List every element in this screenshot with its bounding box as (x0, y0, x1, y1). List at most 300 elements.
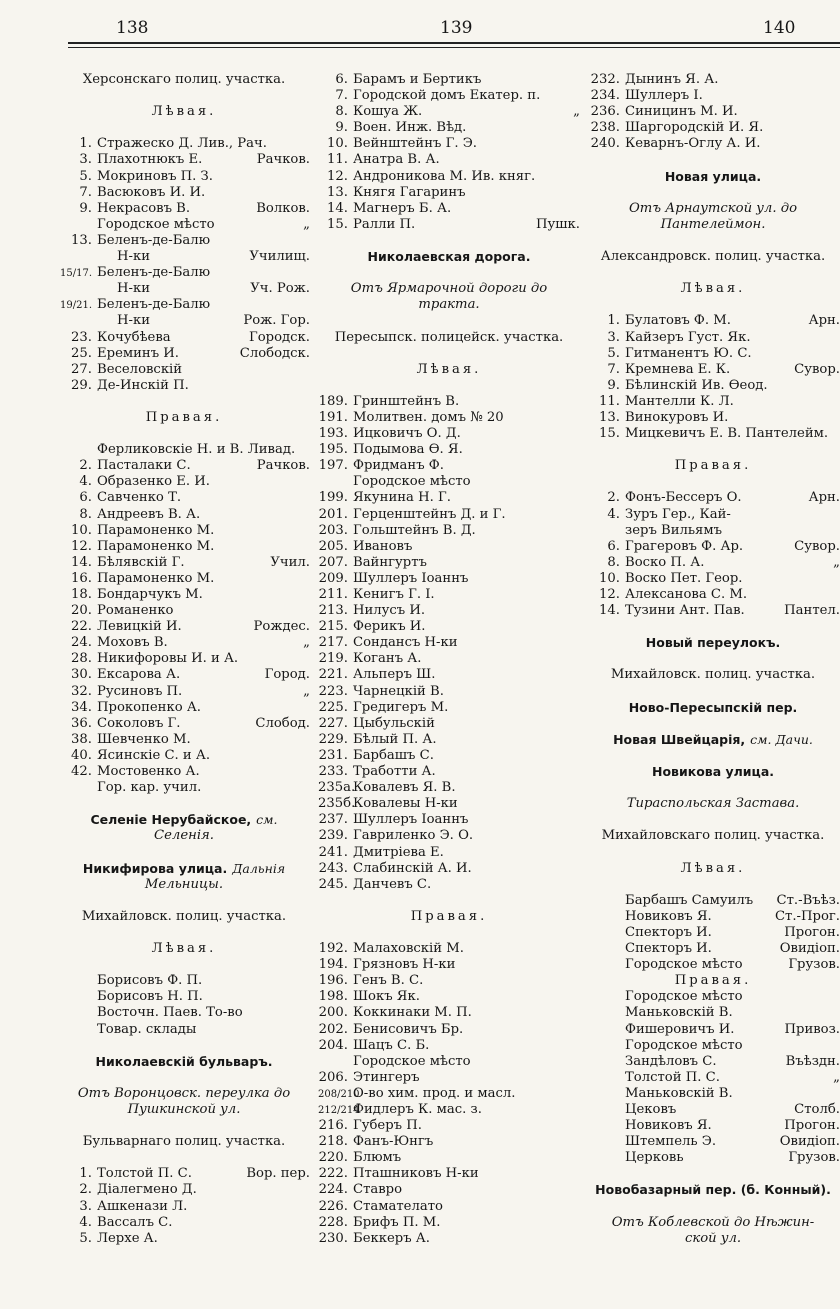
resident-name: Данчевъ С. (353, 876, 432, 892)
resident-name: Ясинскіе С. и А. (97, 747, 211, 763)
house-number: 16. (71, 570, 92, 586)
cross-street-note: Училищ. (249, 249, 310, 265)
directory-entry (318, 442, 580, 458)
directory-entry (318, 1086, 580, 1102)
house-number: 225. (318, 699, 348, 715)
resident-name: Фишеровичъ И. (625, 1021, 735, 1037)
line-text: Тираспольская Застава. (626, 796, 800, 812)
resident-name: Борисовъ Ф. П. (97, 973, 203, 989)
resident-name: Городское мѣсто (625, 957, 743, 973)
directory-entry (58, 619, 310, 635)
house-number: 235б. (318, 796, 356, 812)
cross-street-note: Привоз. (784, 1021, 840, 1037)
resident-name: Русиновъ П. (97, 683, 183, 699)
police-district (58, 1134, 310, 1150)
side-heading (318, 362, 580, 378)
resident-name: Пасталаки С. (97, 458, 191, 474)
spacer (586, 812, 840, 828)
side-heading (318, 909, 580, 925)
house-number: 222. (318, 1166, 348, 1182)
street-route (586, 1215, 840, 1231)
line-text: Отъ Арнаутской ул. до (628, 200, 798, 216)
directory-entry (586, 555, 840, 571)
house-number: 2. (79, 1182, 92, 1198)
directory-entry (586, 1005, 840, 1021)
cross-street-note: Волков. (256, 200, 310, 216)
spacer (586, 297, 840, 313)
house-number: 8. (79, 506, 92, 522)
street-heading (318, 249, 580, 265)
spacer (586, 845, 840, 861)
street-route (586, 201, 840, 217)
house-number: 199. (318, 490, 348, 506)
spacer (586, 152, 840, 168)
page-number-center: 139 (440, 18, 473, 38)
line-text: ской ул. (684, 1230, 742, 1246)
resident-name: Коганъ А. (353, 651, 422, 667)
resident-name: Мокриновъ П. З. (97, 168, 213, 184)
spacer (586, 877, 840, 893)
spacer (586, 474, 840, 490)
resident-name: Бѣлявскій Г. (97, 554, 185, 570)
house-number: 240. (590, 136, 620, 152)
line-text: Правая. (674, 973, 752, 989)
directory-entry (586, 410, 840, 426)
resident-name: Ереминъ И. (97, 345, 179, 361)
resident-name: Н-ки (117, 313, 150, 329)
resident-name: Товар. склады (97, 1021, 197, 1037)
line-text: Правая. (674, 458, 752, 474)
cross-reference: см. (256, 812, 278, 828)
directory-entry (318, 104, 580, 120)
house-number: 202. (318, 1021, 348, 1037)
house-number: 3. (79, 152, 92, 168)
resident-name: Васюковъ И. И. (97, 184, 206, 200)
house-number: 5. (79, 168, 92, 184)
house-number: 228. (318, 1214, 348, 1230)
spacer (318, 265, 580, 281)
house-number: 243. (318, 860, 348, 876)
directory-entry (318, 120, 580, 136)
line-text: Новый переулокъ. (645, 635, 781, 651)
house-number: 245. (318, 876, 348, 892)
resident-name: Плахотнюкъ Е. (97, 152, 203, 168)
house-number: 207. (318, 554, 348, 570)
spacer (58, 426, 310, 442)
house-number: 236. (590, 104, 620, 120)
directory-entry (318, 667, 580, 683)
directory-entry (318, 941, 580, 957)
house-number: 209. (318, 570, 348, 586)
street-heading (586, 635, 840, 651)
spacer (586, 619, 840, 635)
directory-entry (586, 1150, 840, 1166)
directory-entry (58, 362, 310, 378)
directory-entry (318, 152, 580, 168)
resident-name: Городской домъ Екатер. п. (353, 88, 541, 104)
spacer (586, 716, 840, 732)
resident-name: Кайзеръ Густ. Як. (625, 329, 751, 345)
directory-entry (586, 523, 840, 539)
directory-entry (318, 716, 580, 732)
cross-street-note: Овидіоп. (779, 941, 840, 957)
directory-entry (58, 233, 310, 249)
house-number: 231. (318, 747, 348, 763)
directory-entry (586, 394, 840, 410)
directory-entry (58, 1231, 310, 1247)
resident-name: Воско Пет. Геор. (625, 570, 743, 586)
directory-entry (58, 313, 310, 329)
directory-entry (58, 587, 310, 603)
house-number: 6. (335, 72, 348, 87)
house-number: 28. (71, 651, 92, 667)
resident-name: Грязновъ Н-ки (353, 957, 456, 973)
street-route (586, 217, 840, 233)
house-number: 10. (71, 522, 92, 538)
spacer (58, 845, 310, 861)
police-district (58, 72, 310, 88)
resident-name: Цековъ (625, 1102, 677, 1117)
directory-entry (586, 490, 840, 506)
directory-entry (58, 507, 310, 523)
line-text: Ново-Пересыпскій пер. (628, 699, 798, 715)
resident-name: Бѣлинскій Ив. Ѳеод. (625, 377, 768, 393)
side-heading (586, 861, 840, 877)
resident-name: Романенко (97, 603, 174, 619)
street-route (318, 297, 580, 313)
line-text: Херсонскаго полиц. участка. (82, 72, 286, 87)
resident-name: Никифоровы И. и А. (97, 651, 239, 667)
house-number: 7. (607, 361, 620, 377)
resident-name: Стражеско Д. Лив., Рач. (97, 136, 267, 152)
police-district (58, 909, 310, 925)
house-number: 203. (318, 522, 348, 538)
resident-name: Вассалъ С. (97, 1214, 173, 1230)
house-number: 229. (318, 731, 348, 747)
street-heading (586, 169, 840, 185)
directory-entry (58, 635, 310, 651)
resident-name: Городское мѣсто (625, 1037, 743, 1053)
line-text: Мельницы. (144, 876, 224, 892)
spacer (58, 88, 310, 104)
side-heading (58, 410, 310, 426)
resident-name: Барамъ и Бертикъ (353, 72, 482, 87)
resident-name: Слабинскій А. И. (353, 860, 472, 876)
street-route (586, 796, 840, 812)
house-number: 14. (71, 554, 92, 570)
cross-street-note: Овидіоп. (779, 1134, 840, 1150)
resident-name: Шацъ С. Б. (353, 1037, 430, 1053)
directory-entry (318, 201, 580, 217)
line-text: Лѣвая. (680, 281, 746, 297)
directory-entry (318, 1038, 580, 1054)
resident-name: Генъ В. С. (353, 973, 424, 989)
house-number: 1. (79, 136, 92, 152)
resident-name: Шокъ Як. (353, 989, 420, 1005)
directory-entry (58, 346, 310, 362)
line-text: Александровск. полиц. участка. (600, 249, 826, 265)
house-number: 200. (318, 1005, 348, 1021)
side-heading (586, 973, 840, 989)
spacer (586, 442, 840, 458)
directory-entry (58, 378, 310, 394)
directory-entry (318, 1005, 580, 1021)
house-number: 2. (79, 458, 92, 474)
cross-street-note: Вор. пер. (246, 1166, 310, 1182)
resident-name: Вейнштейнъ Г. Э. (353, 136, 477, 152)
directory-entry (318, 764, 580, 780)
line-text: тракта. (418, 297, 480, 313)
resident-name: Барбашъ С. (353, 747, 434, 763)
resident-name: Толстой П. С. (625, 1069, 720, 1085)
street-route (586, 1231, 840, 1247)
resident-name: Городское мѣсто (625, 989, 743, 1005)
directory-entry (58, 201, 310, 217)
directory-entry (586, 120, 840, 136)
resident-name: Шевченко М. (97, 731, 191, 747)
directory-entry (318, 217, 580, 233)
resident-name: Бенисовичъ Бр. (353, 1021, 464, 1037)
resident-name: Фидлеръ К. мас. з. (353, 1102, 482, 1117)
resident-name: Спекторъ И. (625, 924, 712, 940)
resident-name: Ковалевъ Я. В. (353, 780, 456, 796)
directory-entry (586, 571, 840, 587)
house-number: 235а. (318, 780, 356, 796)
resident-name: Дмитріева Е. (353, 844, 444, 860)
house-number: 217. (318, 635, 348, 651)
resident-name: Алексанова С. М. (625, 587, 748, 602)
directory-entry (58, 1215, 310, 1231)
spacer (586, 185, 840, 201)
house-number: 232. (590, 72, 620, 87)
directory-entry (586, 989, 840, 1005)
line-text: Михайловск. полиц. участка. (81, 908, 287, 924)
street-route (58, 1102, 310, 1118)
directory-entry (58, 297, 310, 313)
directory-entry (318, 700, 580, 716)
spacer (318, 233, 580, 249)
resident-name: Магнеръ Б. А. (353, 200, 452, 216)
house-number: 238. (590, 120, 620, 136)
directory-entry (318, 1134, 580, 1150)
cross-street-note: Слободск. (239, 345, 310, 361)
directory-entry (58, 265, 310, 281)
directory-entry (58, 281, 310, 297)
directory-entry (58, 474, 310, 490)
directory-entry (318, 555, 580, 571)
resident-name: Толстой П. С. (97, 1166, 192, 1182)
side-heading (586, 281, 840, 297)
house-number: 215. (318, 619, 348, 635)
directory-entry (58, 1199, 310, 1215)
house-number: 9. (79, 200, 92, 216)
resident-name: Беленъ-де-Балю (97, 297, 211, 313)
column-2 (318, 72, 580, 1247)
house-number: 13. (71, 232, 92, 248)
house-number: 234. (590, 88, 620, 104)
house-number: 40. (71, 747, 92, 763)
house-number: 15. (327, 216, 348, 232)
directory-entry (318, 1215, 580, 1231)
resident-name: Гольштейнъ В. Д. (353, 522, 476, 538)
resident-name: Н-ки (117, 281, 150, 297)
resident-name: Нилусъ И. (353, 603, 426, 619)
house-number: 27. (71, 361, 92, 377)
directory-entry (318, 732, 580, 748)
directory-entry (58, 539, 310, 555)
directory-entry (58, 1022, 310, 1038)
line-text: Правая. (145, 409, 223, 425)
directory-entry (58, 684, 310, 700)
line-text: Лѣвая. (151, 941, 217, 957)
spacer (58, 120, 310, 136)
directory-entry (318, 877, 580, 893)
house-number: 15/17. (60, 268, 92, 280)
directory-entry (318, 1102, 580, 1118)
directory-entry (318, 571, 580, 587)
line-text: Бульварнаго полиц. участка. (82, 1134, 286, 1150)
house-number: 1. (79, 1166, 92, 1182)
resident-name: Новиковъ Я. (625, 1118, 712, 1134)
house-number: 4. (79, 1214, 92, 1230)
house-number: 13. (327, 184, 348, 200)
directory-entry (586, 104, 840, 120)
directory-entry (318, 1022, 580, 1038)
resident-name: Ицковичъ О. Д. (353, 426, 461, 442)
resident-name: Лерхе А. (97, 1230, 158, 1246)
house-number: 4. (607, 506, 620, 522)
directory-entry (58, 152, 310, 168)
house-number: 2. (607, 490, 620, 506)
directory-entry (58, 490, 310, 506)
directory-entry (318, 619, 580, 635)
cross-street-note: Рож. Гор. (243, 313, 310, 329)
directory-entry (586, 346, 840, 362)
directory-entry (58, 523, 310, 539)
directory-entry (586, 136, 840, 152)
resident-name: Маньковскій В. (625, 1085, 733, 1101)
house-number: 5. (607, 345, 620, 361)
resident-name: Кочубѣева (97, 329, 171, 345)
directory-entry (318, 426, 580, 442)
house-number: 201. (318, 506, 348, 522)
house-number: 241. (318, 844, 348, 860)
spacer (58, 394, 310, 410)
resident-name: Борисовъ Н. П. (97, 989, 203, 1005)
directory-entry (58, 442, 310, 458)
house-number: 8. (607, 554, 620, 570)
resident-name: Веселовскій (97, 361, 183, 377)
directory-entry (58, 780, 310, 796)
resident-name: Беленъ-де-Балю (97, 265, 211, 281)
directory-entry (586, 603, 840, 619)
directory-entry (58, 330, 310, 346)
resident-name: Шуллеръ І. (625, 88, 703, 104)
resident-name: Парамоненко М. (97, 522, 215, 538)
directory-entry (586, 1134, 840, 1150)
resident-name: Сондансъ Н-ки (353, 635, 458, 651)
resident-name: Кошуа Ж. (353, 104, 423, 120)
line-text: Селеніе Нерубайское, (90, 812, 252, 828)
house-number: 11. (599, 393, 620, 409)
cross-street-note: Пантел. (784, 603, 840, 619)
directory-entry (586, 330, 840, 346)
cross-street-note: Учил. (270, 554, 310, 570)
cross-street-note: „ (573, 104, 580, 120)
spacer (58, 925, 310, 941)
resident-name: Ферикъ И. (353, 619, 426, 635)
police-district (318, 330, 580, 346)
resident-name: Н-ки (117, 249, 150, 265)
resident-name: Барбашъ Самуилъ (625, 892, 754, 908)
cross-street-note: Ст.-Въѣз. (776, 892, 840, 908)
resident-name: Цыбульскій (353, 715, 435, 731)
resident-name: Воен. Инж. Вѣд. (353, 120, 467, 136)
directory-entry (318, 88, 580, 104)
resident-name: Городское мѣсто (353, 1053, 471, 1069)
house-number: 227. (318, 715, 348, 731)
house-number: 205. (318, 538, 348, 554)
resident-name: Бѣлый П. А. (353, 731, 437, 747)
directory-entry (318, 474, 580, 490)
house-number: 5. (79, 1230, 92, 1246)
house-number: 220. (318, 1150, 348, 1166)
house-number: 10. (327, 136, 348, 152)
resident-name: Мостовенко А. (97, 764, 200, 780)
resident-name: Новиковъ Я. (625, 908, 712, 924)
cross-street-note: Сувор. (794, 361, 840, 377)
resident-name: Кенигъ Г. І. (353, 587, 435, 602)
resident-name: Ковалевы Н-ки (353, 796, 458, 812)
directory-entry (586, 362, 840, 378)
resident-name: Ивановъ (353, 538, 413, 554)
resident-name: Шуллеръ Іоаннъ (353, 812, 469, 828)
column-1 (58, 72, 310, 1247)
line-text: Пересыпск. полицейск. участка. (334, 329, 564, 345)
house-number: 1. (607, 313, 620, 329)
house-number: 18. (71, 587, 92, 602)
line-text: Николаевскій бульваръ. (95, 1053, 273, 1069)
spacer (58, 1070, 310, 1086)
spacer (58, 1118, 310, 1134)
resident-name: Тработти А. (353, 764, 436, 780)
resident-name: Діалегмено Д. (97, 1182, 197, 1198)
house-number: 219. (318, 651, 348, 667)
resident-name: Образенко Е. И. (97, 474, 210, 490)
cross-street-note: Рачков. (256, 458, 310, 474)
resident-name: Гитманентъ Ю. С. (625, 345, 752, 361)
spacer (318, 313, 580, 329)
house-number: 30. (71, 667, 92, 683)
resident-name: Гавриленко Э. О. (353, 828, 474, 844)
spacer (586, 233, 840, 249)
directory-entry (318, 635, 580, 651)
resident-name: Кремнева Е. К. (625, 361, 731, 377)
house-number: 206. (318, 1069, 348, 1085)
line-text: Новикова улица. (652, 764, 774, 780)
line-text: Новобазарный пер. (б. Конный). (595, 1182, 831, 1198)
house-number: 233. (318, 764, 348, 780)
cross-street-note: Слобод. (255, 715, 310, 731)
resident-name: Соколовъ Г. (97, 715, 181, 731)
house-number: 223. (318, 683, 348, 699)
directory-entry (318, 507, 580, 523)
resident-name: Гор. кар. учил. (97, 780, 202, 796)
house-number: 189. (318, 393, 348, 409)
directory-entry (318, 1182, 580, 1198)
directory-entry (58, 217, 310, 233)
line-text: Михайловскаго полиц. участка. (601, 828, 825, 844)
